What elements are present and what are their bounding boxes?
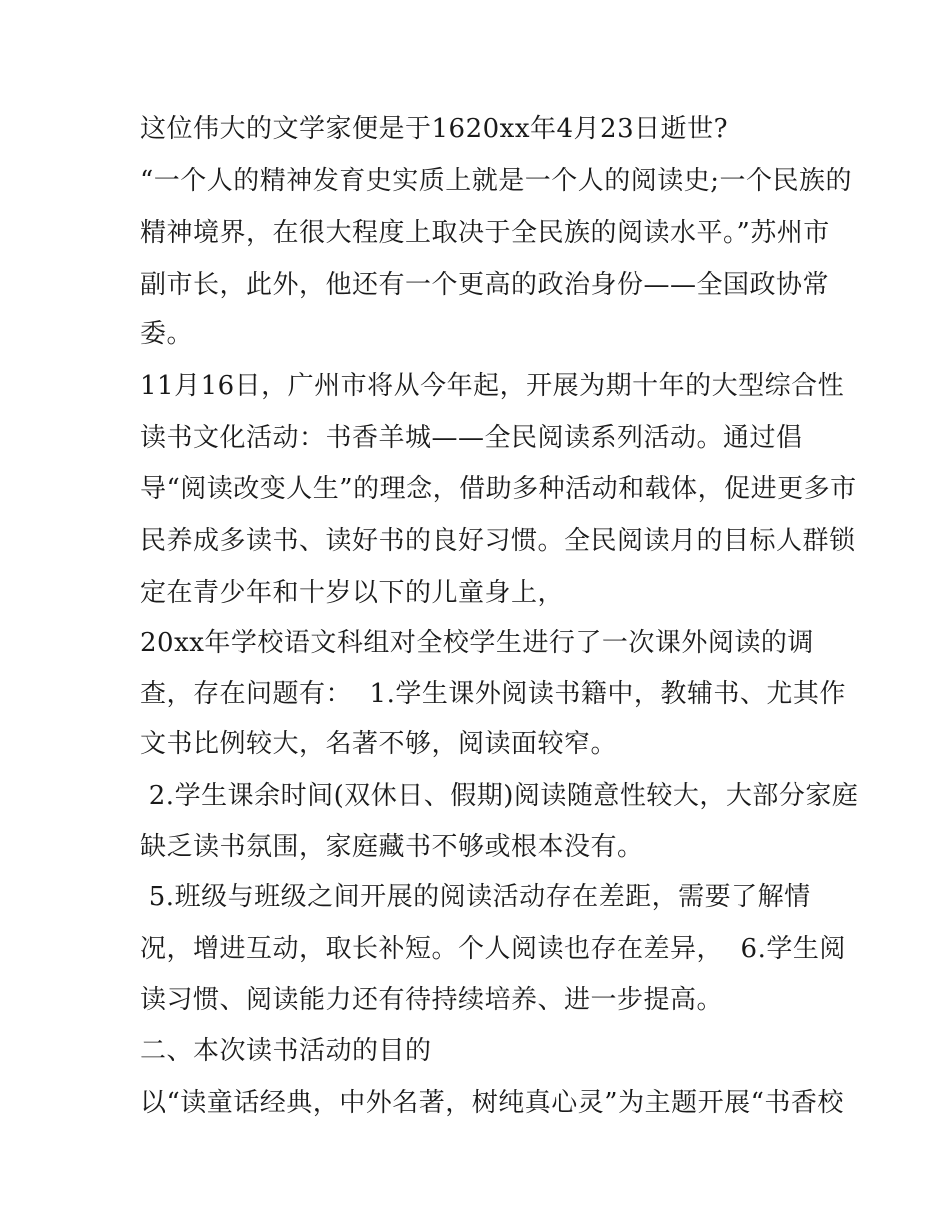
text-line: 民养成多读书、读好书的良好习惯。全民阅读月的目标人群锁: [140, 526, 856, 556]
text-line: 读习惯、阅读能力还有待持续培养、进一步提高。: [140, 985, 724, 1015]
text-line: 5.班级与班级之间开展的阅读活动存在差距，需要了解情: [140, 882, 811, 912]
text-line: 读书文化活动：书香羊城——全民阅读系列活动。通过倡: [140, 423, 803, 453]
text-line: 副市长，此外，他还有一个更高的政治身份——全国政协常: [140, 270, 830, 300]
text-line: 导“阅读改变人生”的理念，借助多种活动和载体，促进更多市: [140, 474, 857, 504]
text-line: 精神境界，在很大程度上取决于全民族的阅读水平。”苏州市: [140, 218, 830, 248]
text-line: 况，增进互动，取长补短。个人阅读也存在差异， 6.学生阅: [140, 934, 846, 964]
text-line: “一个人的精神发育史实质上就是一个人的阅读史;一个民族的: [140, 166, 853, 196]
text-line: 查，存在问题有： 1.学生课外阅读书籍中，教辅书、尤其作: [140, 679, 846, 709]
text-line: 这位伟大的文学家便是于1620xx年4月23日逝世?: [140, 114, 729, 144]
text-line: 2.学生课余时间(双休日、假期)阅读随意性较大，大部分家庭: [140, 781, 859, 811]
text-line: 缺乏读书氛围，家庭藏书不够或根本没有。: [140, 832, 644, 862]
text-line: 以“读童话经典，中外名著，树纯真心灵”为主题开展“书香校: [140, 1088, 844, 1118]
text-line: 文书比例较大，名著不够，阅读面较窄。: [140, 729, 618, 759]
text-line: 定在青少年和十岁以下的儿童身上，: [140, 578, 565, 608]
text-line: 委。: [140, 319, 194, 349]
text-line: 11月16日，广州市将从今年起，开展为期十年的大型综合性: [140, 371, 845, 401]
text-line: 20xx年学校语文科组对全校学生进行了一次课外阅读的调: [140, 628, 814, 658]
section-heading: 二、本次读书活动的目的: [140, 1036, 432, 1066]
